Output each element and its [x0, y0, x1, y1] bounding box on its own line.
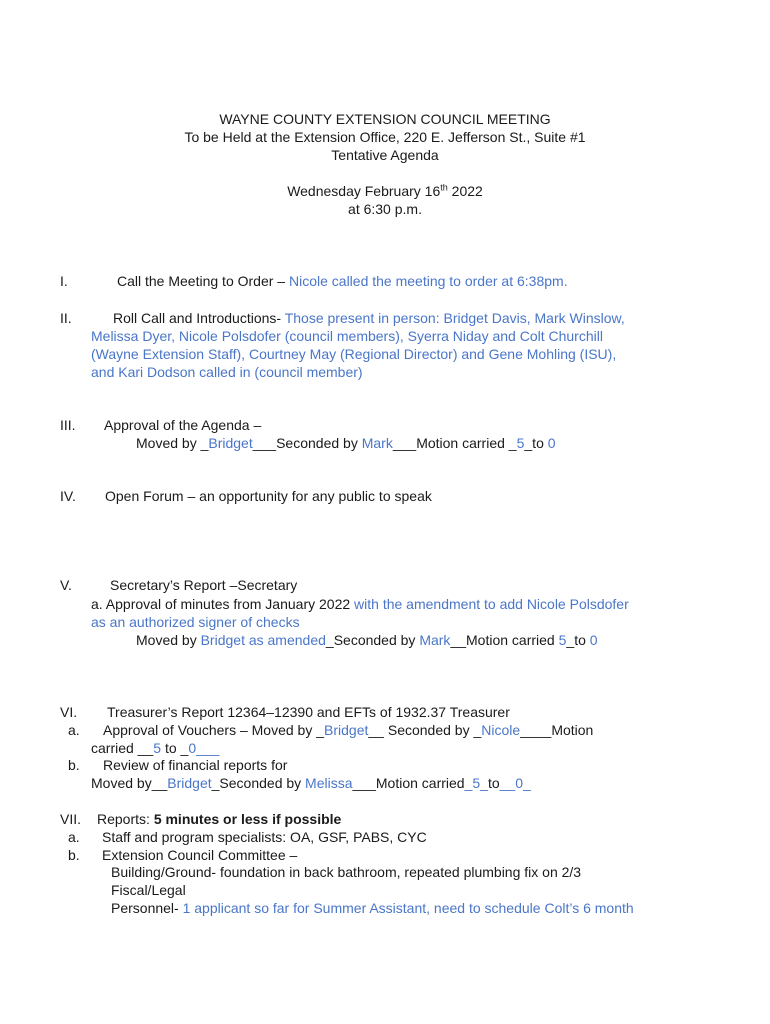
- item-v-a-line-2: as an authorized signer of checks: [91, 614, 300, 630]
- item-vii-b-text: Extension Council Committee –: [102, 847, 298, 863]
- committee-fiscal-legal: Fiscal/Legal: [111, 882, 186, 898]
- item-ii-line-2: Melissa Dyer, Nicole Polsdofer (council members), Syerra Niday and Colt Churchill: [91, 328, 603, 344]
- item-iii-motion: Moved by _Bridget___Seconded by Mark___Motion carried _5_to 0: [136, 435, 556, 451]
- item-vi-a-line-2: carried __5 to _0___: [91, 740, 220, 756]
- item-ii-line-4: and Kari Dodson called in (council member): [91, 364, 363, 380]
- meeting-time: at 6:30 p.m.: [348, 201, 422, 217]
- item-i-note: Nicole called the meeting to order at 6:38pm.: [288, 273, 568, 289]
- item-i: Call the Meeting to Order – Nicole called the meeting to order at 6:38pm.: [117, 273, 568, 289]
- spacer: [0, 164, 770, 182]
- item-v-a-line-1: a. Approval of minutes from January 2022 with the amendment to add Nicole Polsdofer: [91, 596, 629, 612]
- agenda-header: [0, 110, 770, 218]
- item-vi-b-label: b.: [68, 757, 80, 773]
- item-ii-line-3: (Wayne Extension Staff), Courtney May (Regional Director) and Gene Mohling (ISU),: [91, 346, 617, 362]
- item-v-motion: Moved by Bridget as amended_Seconded by Mark__Motion carried 5_to 0: [136, 632, 598, 648]
- meeting-location: To be Held at the Extension Office, 220 E. Jefferson St., Suite #1: [184, 129, 586, 145]
- committee-personnel: Personnel- 1 applicant so far for Summer Assistant, need to schedule Colt’s 6 month: [111, 900, 634, 916]
- item-vii-a-text: Staff and program specialists: OA, GSF, PABS, CYC: [102, 829, 427, 845]
- meeting-title: WAYNE COUNTY EXTENSION COUNCIL MEETING: [219, 111, 551, 127]
- item-vii-b-label: b.: [68, 847, 80, 863]
- item-numeral-vii: VII.: [60, 811, 82, 827]
- meeting-date: Wednesday February 16th 2022: [287, 182, 483, 199]
- item-ii-line-1: Roll Call and Introductions- Those present in person: Bridget Davis, Mark Winslow,: [113, 310, 625, 326]
- item-numeral-iii: III.: [60, 417, 76, 433]
- item-iv-title: Open Forum – an opportunity for any public to speak: [105, 488, 432, 504]
- item-vii-title: Reports: 5 minutes or less if possible: [97, 811, 342, 827]
- item-vi-b-motion: Moved by__Bridget_Seconded by Melissa___Motion carried_5_to__0_: [91, 775, 531, 791]
- item-v-title: Secretary’s Report –Secretary: [110, 577, 298, 593]
- item-numeral-i: I.: [60, 273, 68, 289]
- item-numeral-ii: II.: [60, 310, 72, 326]
- item-numeral-vi: VI.: [60, 704, 78, 720]
- agenda-subtitle: Tentative Agenda: [331, 147, 439, 163]
- item-vi-b-text: Review of financial reports for: [103, 757, 288, 773]
- item-vii-a-label: a.: [68, 829, 80, 845]
- item-vi-title: Treasurer’s Report 12364–12390 and EFTs of 1932.37 Treasurer: [107, 704, 510, 720]
- item-numeral-v: V.: [60, 577, 72, 593]
- item-vi-a-label: a.: [68, 722, 80, 738]
- item-numeral-iv: IV.: [60, 488, 76, 504]
- committee-building-ground: Building/Ground- foundation in back bathroom, repeated plumbing fix on 2/3: [111, 864, 582, 880]
- item-vi-a-line-1: Approval of Vouchers – Moved by _Bridget__ Seconded by _Nicole____Motion: [103, 722, 594, 738]
- item-iii-title: Approval of the Agenda –: [104, 417, 262, 433]
